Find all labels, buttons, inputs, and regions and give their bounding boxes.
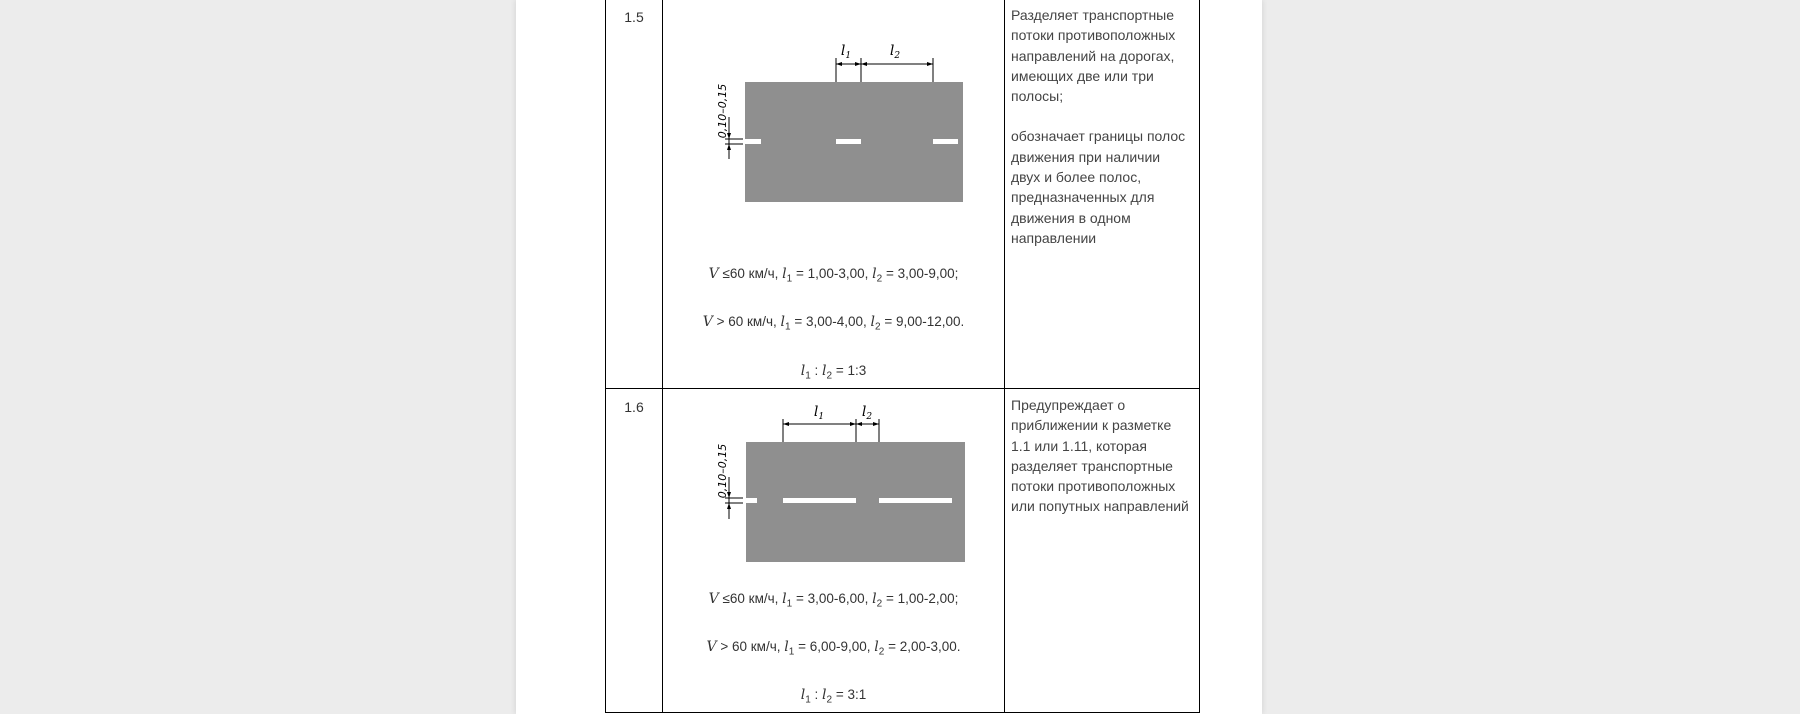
road-marking-table [605,0,1200,713]
dimension-label-l2: $l_2$ [889,43,901,61]
ratio-formula: $l_1$ : $l_2$ = 3:1 [800,687,867,706]
dash-line-segment [879,498,952,503]
dash-line-segment [745,139,761,144]
marking-description-cell [1005,0,1200,389]
dimension-label-l1: $l_1$ [840,43,852,61]
marking-description-cell [1005,389,1200,713]
table-row [606,0,1200,389]
description-paragraph: Предупреждает о приближении к разметке 1.1 или 1.11, которая разделяет транспортные потоки противоположных или попутных направлений [1011,397,1189,515]
height-label: 0,10–0,15 [716,83,729,139]
marking-number-cell [606,0,663,389]
speed-formula-low: V ≤60 км/ч, $l_1 = 3,00-6,00$, $l_2 = 1,00-2,00$; [708,591,959,610]
height-label: 0,10–0,15 [716,443,729,499]
marking-figure-cell [663,0,1005,389]
marking-figure-cell [663,389,1005,713]
marking-number-cell [606,389,663,713]
dash-line-segment [933,139,958,144]
speed-formula-high: V > 60 км/ч, $l_1 = 3,00-4,00$, $l_2 = 9,00-12,00$. [702,314,965,333]
description-paragraph: обозначает границы полос движения при наличии двух и более полос, предназначенных для движения в одном направлении [1011,128,1186,246]
dimension-label-l2: $l_2$ [861,404,873,422]
marking-number: 1.6 [624,399,644,415]
dash-line-segment [836,139,861,144]
table-row [606,389,1200,713]
dash-line-segment [746,498,757,503]
marking-number: 1.5 [624,9,644,25]
dimension-label-l1: $l_1$ [813,404,825,422]
description-paragraph: Разделяет транспортные потоки противоположных направлений на дорогах, имеющих две или три полосы; [1011,7,1176,105]
speed-formula-high: V > 60 км/ч, $l_1 = 6,00-9,00$, $l_2 = 2,00-3,00$. [706,639,961,658]
ratio-formula: $l_1$ : $l_2$ = 1:3 [800,363,867,382]
speed-formula-low: V ≤60 км/ч, $l_1 = 1,00-3,00$, $l_2 = 3,00-9,00$; [708,266,959,285]
marking-1-6-diagram [663,389,1004,712]
dash-line-segment [783,498,856,503]
